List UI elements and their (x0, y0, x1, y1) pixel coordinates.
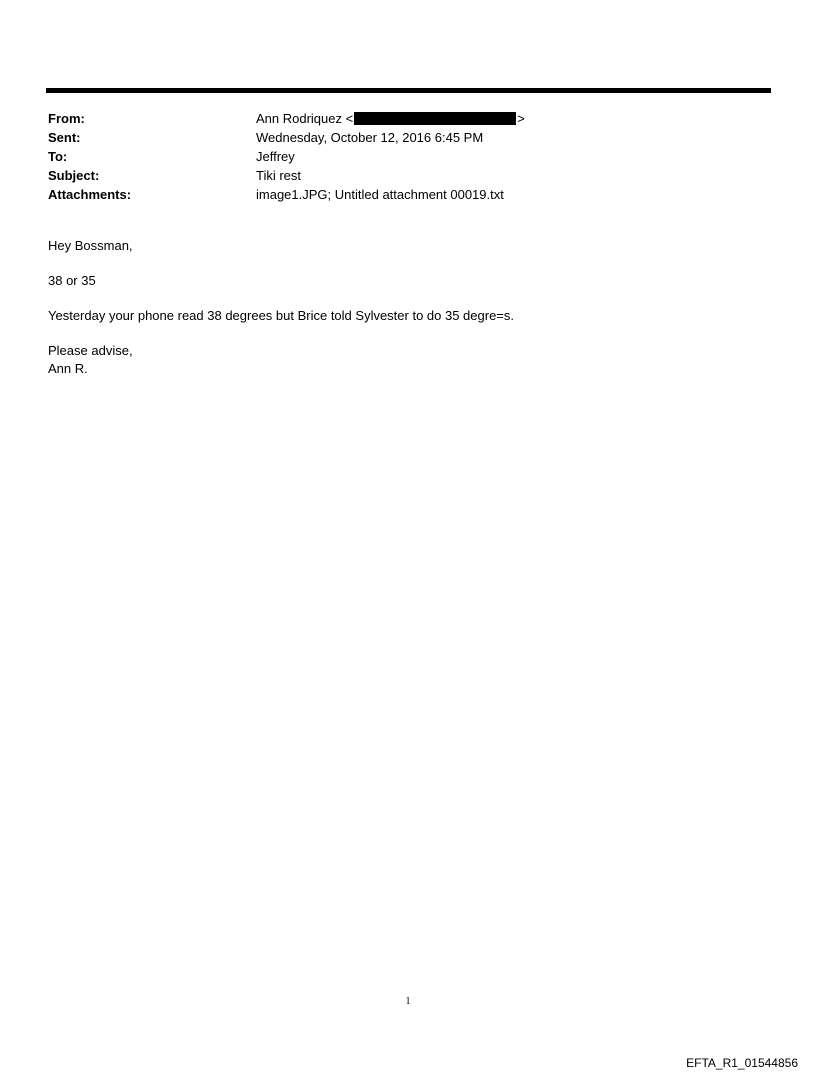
header-divider (46, 88, 771, 93)
bates-number: EFTA_R1_01544856 (686, 1056, 798, 1070)
page-number: 1 (405, 996, 411, 1007)
signature: Ann R. (48, 361, 88, 376)
to-value: Jeffrey (256, 149, 295, 164)
email-header (48, 109, 525, 204)
body-line-1: 38 or 35 (48, 273, 96, 288)
from-label: From: (48, 111, 85, 126)
from-name: Ann Rodriquez < (256, 111, 354, 126)
subject-label: Subject: (48, 168, 100, 183)
email-body (48, 237, 514, 395)
sent-label: Sent: (48, 130, 81, 145)
to-row (48, 147, 525, 166)
to-label: To: (48, 149, 68, 164)
sent-row (48, 128, 525, 147)
body-line-2: Yesterday your phone read 38 degrees but Brice told Sylvester to do 35 degre=s. (48, 308, 515, 323)
sign-off (48, 342, 514, 378)
attachments-label: Attachments: (48, 187, 132, 202)
subject-row (48, 166, 525, 185)
subject-value: Tiki rest (256, 168, 302, 183)
from-close: > (517, 111, 525, 126)
redaction-box (354, 112, 516, 125)
attachments-row (48, 185, 525, 204)
sent-value: Wednesday, October 12, 2016 6:45 PM (256, 130, 484, 145)
attachments-value: image1.JPG; Untitled attachment 00019.txt (256, 187, 504, 202)
from-row (48, 109, 525, 128)
from-value (256, 109, 525, 128)
closing: Please advise, (48, 343, 133, 358)
greeting: Hey Bossman, (48, 238, 133, 253)
